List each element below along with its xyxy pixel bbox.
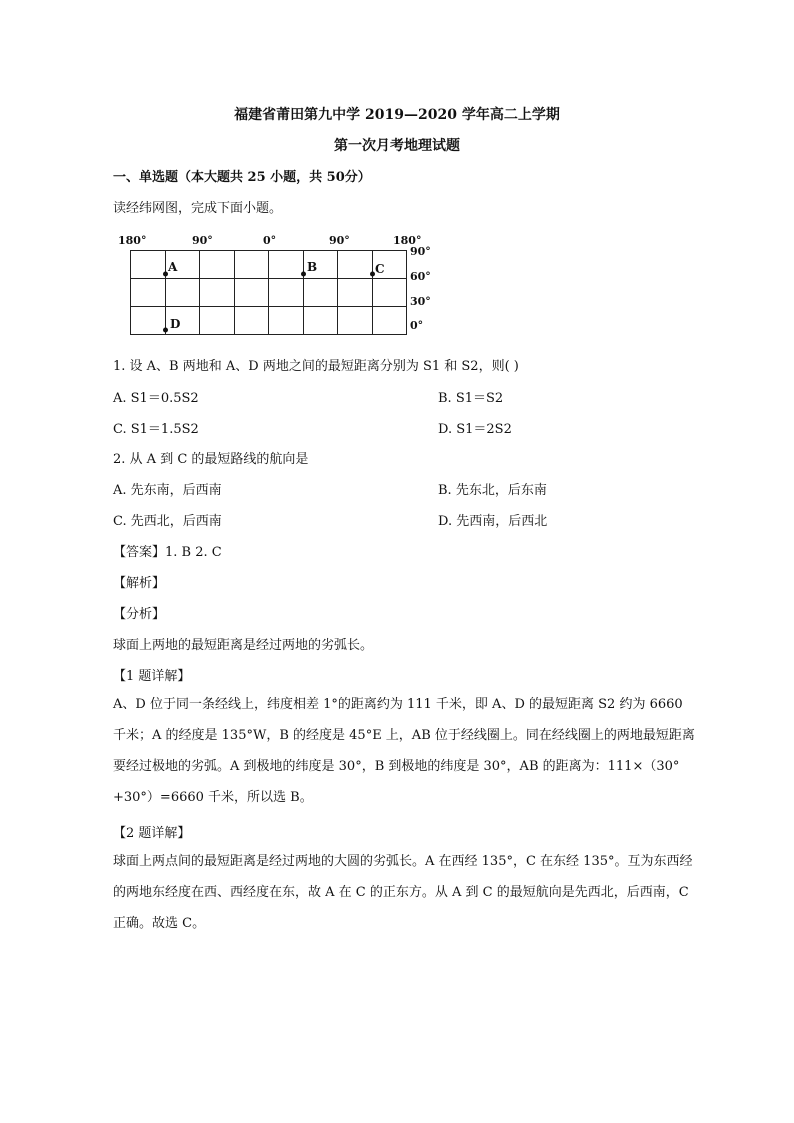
lat-label-2: 60° — [410, 270, 431, 283]
question-2-option-a: A. 先东南，后西南 — [113, 483, 222, 498]
question-2-stem: 2. 从 A 到 C 的最短路线的航向是 — [113, 452, 309, 467]
lon-label-5: 180° — [393, 234, 422, 247]
detail-2-heading: 【2 题详解】 — [113, 826, 191, 841]
question-2-option-b: B. 先东北，后东南 — [438, 483, 547, 498]
detail-1-paragraph: A、D 位于同一条经线上，纬度相差 1°的距离约为 111 千米，即 A、D 的最短距离 S2 约为 6660 千米；A 的经度是 135°W，B 的经度是 45°E 上，AB 位于经线圈上。同在经线圈上的两地最短距离要经过极地的劣弧。A 到极地的纬度是 30°，B 到极地的纬度是 30°，AB 的距离为：111×（30°+30°）=6660 千米，所以选 B。 — [113, 697, 695, 805]
detail-2-paragraph: 球面上两点间的最短距离是经过两地的大圆的劣弧长。A 在西经 135°，C 在东经 135°。互为东西经的两地东经度在西、西经度在东，故 A 在 C 的正东方。从 A 到 C 的最短航向是先西北，后西南，C 正确。故选 C。 — [113, 854, 693, 931]
detail-1-heading: 【1 题详解】 — [113, 669, 191, 684]
question-2-option-c: C. 先西北，后西南 — [113, 514, 222, 529]
jiexi-heading: 【解析】 — [113, 576, 166, 591]
lat-label-1: 90° — [410, 245, 431, 258]
question-2-option-d: D. 先西南，后西北 — [438, 514, 548, 529]
answer-line: 【答案】1. B 2. C — [113, 545, 222, 560]
question-1-option-b: B. S1＝S2 — [438, 391, 504, 406]
point-b-label: B — [307, 260, 318, 274]
fenxi-text: 球面上两地的最短距离是经过两地的劣弧长。 — [113, 638, 374, 653]
point-c-label: C — [375, 262, 385, 276]
point-d-label: D — [170, 317, 181, 331]
lat-label-4: 0° — [410, 319, 424, 332]
point-b-marker — [301, 272, 306, 277]
lon-label-4: 90° — [329, 234, 350, 247]
lon-label-1: 180° — [118, 234, 147, 247]
point-d-marker — [163, 328, 168, 333]
title-line-1: 福建省莆田第九中学 2019—2020 学年高二上学期 — [234, 107, 560, 123]
intro-text: 读经纬网图，完成下面小题。 — [113, 201, 283, 216]
lon-label-3: 0° — [263, 234, 277, 247]
question-1-option-d: D. S1＝2S2 — [438, 422, 512, 437]
fenxi-heading: 【分析】 — [113, 607, 166, 622]
lon-label-2: 90° — [192, 234, 213, 247]
question-1-option-c: C. S1＝1.5S2 — [113, 422, 199, 437]
section-heading: 一、单选题（本大题共 25 小题，共 50分） — [113, 170, 371, 185]
question-1-stem: 1. 设 A、B 两地和 A、D 两地之间的最短距离分别为 S1 和 S2，则( ) — [113, 359, 519, 374]
lat-lon-grid-figure — [110, 228, 450, 340]
question-1-option-a: A. S1＝0.5S2 — [113, 391, 199, 406]
point-a-label: A — [168, 260, 178, 274]
title-line-2: 第一次月考地理试题 — [334, 138, 460, 154]
lat-label-3: 30° — [410, 295, 431, 308]
